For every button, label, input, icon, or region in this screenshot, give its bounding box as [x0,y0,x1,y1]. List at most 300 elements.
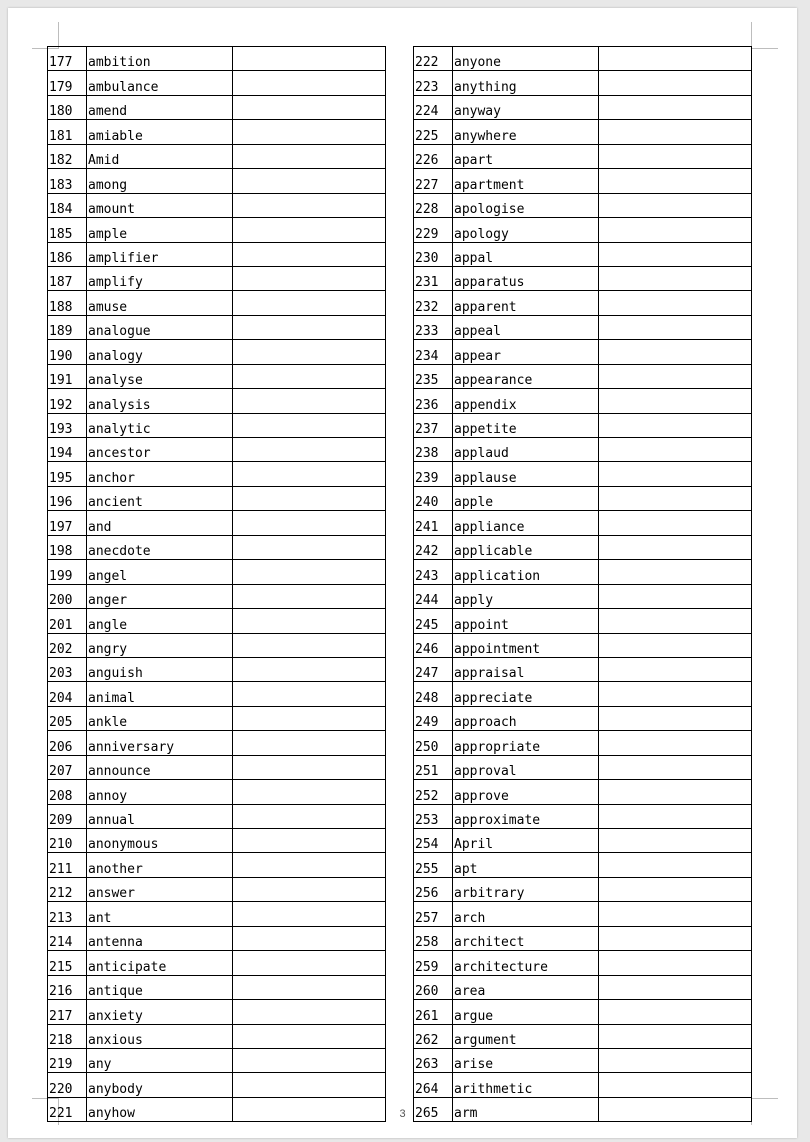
blank-cell[interactable] [233,682,386,706]
row-number[interactable]: 205 [48,706,87,730]
crop-mark-top-left [32,22,59,49]
vocabulary-word[interactable]: analysis [87,389,233,413]
row-number[interactable]: 189 [48,315,87,339]
blank-cell[interactable] [599,462,752,486]
blank-cell[interactable] [599,120,752,144]
row-number[interactable]: 202 [48,633,87,657]
vocabulary-word[interactable]: appliance [453,511,599,535]
blank-cell[interactable] [233,511,386,535]
vocabulary-word[interactable]: anyhow [87,1097,233,1121]
table-row [414,877,752,901]
blank-cell[interactable] [233,584,386,608]
vocabulary-word[interactable]: apply [453,584,599,608]
blank-cell[interactable] [599,1048,752,1072]
vocabulary-word[interactable]: arise [453,1048,599,1072]
table-row [48,633,386,657]
blank-cell[interactable] [233,242,386,266]
table-row [414,584,752,608]
table-row [48,926,386,950]
row-number[interactable]: 232 [414,291,453,315]
table-row [48,609,386,633]
vocabulary-word[interactable]: argument [453,1024,599,1048]
row-number[interactable]: 228 [414,193,453,217]
row-number[interactable]: 229 [414,218,453,242]
row-number[interactable]: 258 [414,926,453,950]
table-row [48,193,386,217]
vocabulary-word[interactable]: architecture [453,951,599,975]
blank-cell[interactable] [233,657,386,681]
row-number[interactable]: 208 [48,780,87,804]
vocabulary-word[interactable]: approval [453,755,599,779]
row-number[interactable]: 177 [48,47,87,71]
vocabulary-word[interactable]: any [87,1048,233,1072]
row-number[interactable]: 236 [414,389,453,413]
blank-cell[interactable] [233,389,386,413]
blank-cell[interactable] [599,340,752,364]
table-row [48,438,386,462]
row-number[interactable]: 219 [48,1048,87,1072]
vocabulary-word[interactable]: apartment [453,169,599,193]
vocabulary-word[interactable]: antenna [87,926,233,950]
blank-cell[interactable] [233,95,386,119]
vocabulary-word[interactable]: anxious [87,1024,233,1048]
blank-cell[interactable] [233,438,386,462]
vocabulary-word[interactable]: ant [87,902,233,926]
vocabulary-word[interactable]: analogue [87,315,233,339]
vocabulary-word[interactable]: analytic [87,413,233,437]
row-number[interactable]: 180 [48,95,87,119]
blank-cell[interactable] [233,535,386,559]
row-number[interactable]: 200 [48,584,87,608]
blank-cell[interactable] [599,438,752,462]
blank-cell[interactable] [599,47,752,71]
row-number[interactable]: 210 [48,829,87,853]
vocabulary-word[interactable]: anticipate [87,951,233,975]
table-row [48,413,386,437]
vocabulary-word[interactable]: amend [87,95,233,119]
blank-cell[interactable] [233,877,386,901]
vocabulary-word[interactable]: approve [453,780,599,804]
row-number[interactable]: 212 [48,877,87,901]
blank-cell[interactable] [599,902,752,926]
row-number[interactable]: 197 [48,511,87,535]
blank-cell[interactable] [599,633,752,657]
row-number[interactable]: 193 [48,413,87,437]
vocabulary-word[interactable]: amount [87,193,233,217]
vocabulary-word[interactable]: ancient [87,486,233,510]
blank-cell[interactable] [599,657,752,681]
vocabulary-word[interactable]: annoy [87,780,233,804]
blank-cell[interactable] [599,266,752,290]
vocabulary-word[interactable]: ambulance [87,71,233,95]
table-row [48,853,386,877]
blank-cell[interactable] [233,1000,386,1024]
blank-cell[interactable] [233,266,386,290]
row-number[interactable]: 243 [414,560,453,584]
blank-cell[interactable] [233,755,386,779]
vocabulary-word[interactable]: annual [87,804,233,828]
vocabulary-word[interactable]: anyone [453,47,599,71]
blank-cell[interactable] [599,413,752,437]
vocabulary-word[interactable]: arithmetic [453,1073,599,1097]
vocabulary-word[interactable]: answer [87,877,233,901]
table-row [414,1048,752,1072]
row-number[interactable]: 252 [414,780,453,804]
row-number[interactable]: 234 [414,340,453,364]
row-number[interactable]: 213 [48,902,87,926]
blank-cell[interactable] [233,218,386,242]
vocabulary-word[interactable]: animal [87,682,233,706]
table-row [48,1073,386,1097]
blank-cell[interactable] [599,706,752,730]
blank-cell[interactable] [599,218,752,242]
row-number[interactable]: 253 [414,804,453,828]
vocabulary-word[interactable]: analogy [87,340,233,364]
vocabulary-word[interactable]: arm [453,1097,599,1121]
vocabulary-word[interactable]: apologise [453,193,599,217]
row-number[interactable]: 214 [48,926,87,950]
row-number[interactable]: 226 [414,144,453,168]
vocabulary-word[interactable]: anguish [87,657,233,681]
vocabulary-word[interactable]: approach [453,706,599,730]
vocabulary-word[interactable]: appeal [453,315,599,339]
vocabulary-word[interactable]: angel [87,560,233,584]
blank-cell[interactable] [599,560,752,584]
blank-cell[interactable] [599,511,752,535]
blank-cell[interactable] [233,975,386,999]
row-number[interactable]: 218 [48,1024,87,1048]
blank-cell[interactable] [599,1073,752,1097]
table-row [48,1000,386,1024]
row-number[interactable]: 221 [48,1097,87,1121]
row-number[interactable]: 231 [414,266,453,290]
row-number[interactable]: 265 [414,1097,453,1121]
vocabulary-word[interactable]: anonymous [87,829,233,853]
blank-cell[interactable] [599,193,752,217]
vocabulary-word[interactable]: anybody [87,1073,233,1097]
row-number[interactable]: 204 [48,682,87,706]
blank-cell[interactable] [599,1000,752,1024]
row-number[interactable]: 233 [414,315,453,339]
row-number[interactable]: 222 [414,47,453,71]
table-row [48,657,386,681]
row-number[interactable]: 196 [48,486,87,510]
row-number[interactable]: 223 [414,71,453,95]
vocabulary-word[interactable]: announce [87,755,233,779]
row-number[interactable]: 182 [48,144,87,168]
row-number[interactable]: 263 [414,1048,453,1072]
table-row [414,755,752,779]
row-number[interactable]: 250 [414,731,453,755]
vocabulary-word[interactable]: ambition [87,47,233,71]
vocabulary-word[interactable]: apparent [453,291,599,315]
vocabulary-word[interactable]: anxiety [87,1000,233,1024]
table-row [48,218,386,242]
vocabulary-word[interactable]: appearance [453,364,599,388]
blank-cell[interactable] [599,291,752,315]
blank-cell[interactable] [599,877,752,901]
row-number[interactable]: 242 [414,535,453,559]
blank-cell[interactable] [599,144,752,168]
vocabulary-word[interactable]: April [453,829,599,853]
table-row [48,511,386,535]
vocabulary-word[interactable]: anniversary [87,731,233,755]
vocabulary-word[interactable]: appetite [453,413,599,437]
blank-cell[interactable] [599,535,752,559]
table-row [48,389,386,413]
table-row [414,1073,752,1097]
blank-cell[interactable] [599,95,752,119]
vocabulary-word[interactable]: apology [453,218,599,242]
blank-cell[interactable] [233,120,386,144]
row-number[interactable]: 201 [48,609,87,633]
blank-cell[interactable] [599,755,752,779]
table-row [414,144,752,168]
row-number[interactable]: 183 [48,169,87,193]
blank-cell[interactable] [233,364,386,388]
row-number[interactable]: 191 [48,364,87,388]
blank-cell[interactable] [233,47,386,71]
vocabulary-word[interactable]: ancestor [87,438,233,462]
vocabulary-word[interactable]: anywhere [453,120,599,144]
vocabulary-word[interactable]: angle [87,609,233,633]
vocabulary-word[interactable]: apparatus [453,266,599,290]
vocabulary-word[interactable]: appraisal [453,657,599,681]
blank-cell[interactable] [599,926,752,950]
blank-cell[interactable] [233,829,386,853]
vocabulary-word[interactable]: architect [453,926,599,950]
vocabulary-word[interactable]: approximate [453,804,599,828]
row-number[interactable]: 194 [48,438,87,462]
blank-cell[interactable] [233,853,386,877]
row-number[interactable]: 184 [48,193,87,217]
blank-cell[interactable] [599,364,752,388]
vocabulary-word[interactable]: analyse [87,364,233,388]
vocabulary-word[interactable]: appreciate [453,682,599,706]
row-number[interactable]: 209 [48,804,87,828]
vocabulary-word[interactable]: applicable [453,535,599,559]
blank-cell[interactable] [599,486,752,510]
blank-cell[interactable] [233,609,386,633]
vocabulary-word[interactable]: arbitrary [453,877,599,901]
row-number[interactable]: 238 [414,438,453,462]
row-number[interactable]: 217 [48,1000,87,1024]
blank-cell[interactable] [233,902,386,926]
vocabulary-word[interactable]: appropriate [453,731,599,755]
vocabulary-word[interactable]: Amid [87,144,233,168]
blank-cell[interactable] [599,780,752,804]
blank-cell[interactable] [233,315,386,339]
blank-cell[interactable] [599,951,752,975]
blank-cell[interactable] [233,169,386,193]
row-number[interactable]: 237 [414,413,453,437]
vocabulary-word[interactable]: appoint [453,609,599,633]
word-table-right [413,46,752,1122]
row-number[interactable]: 211 [48,853,87,877]
vocabulary-word[interactable]: amuse [87,291,233,315]
vocabulary-word[interactable]: anger [87,584,233,608]
vocabulary-word[interactable]: anecdote [87,535,233,559]
row-number[interactable]: 245 [414,609,453,633]
blank-cell[interactable] [233,1024,386,1048]
vocabulary-word[interactable]: angry [87,633,233,657]
blank-cell[interactable] [599,169,752,193]
vocabulary-word[interactable]: appointment [453,633,599,657]
blank-cell[interactable] [233,804,386,828]
row-number[interactable]: 241 [414,511,453,535]
vocabulary-word[interactable]: anything [453,71,599,95]
row-number[interactable]: 203 [48,657,87,681]
row-number[interactable]: 224 [414,95,453,119]
row-number[interactable]: 206 [48,731,87,755]
blank-cell[interactable] [599,584,752,608]
table-row [414,511,752,535]
row-number[interactable]: 254 [414,829,453,853]
table-row [414,413,752,437]
vocabulary-word[interactable]: another [87,853,233,877]
blank-cell[interactable] [233,144,386,168]
table-row [414,486,752,510]
row-number[interactable]: 261 [414,1000,453,1024]
row-number[interactable]: 259 [414,951,453,975]
vocabulary-word[interactable]: argue [453,1000,599,1024]
table-row [48,951,386,975]
row-number[interactable]: 190 [48,340,87,364]
row-number[interactable]: 187 [48,266,87,290]
row-number[interactable]: 256 [414,877,453,901]
table-row [414,975,752,999]
table-row [414,95,752,119]
vocabulary-word[interactable]: anchor [87,462,233,486]
row-number[interactable]: 251 [414,755,453,779]
blank-cell[interactable] [599,975,752,999]
blank-cell[interactable] [233,706,386,730]
row-number[interactable]: 260 [414,975,453,999]
row-number[interactable]: 230 [414,242,453,266]
vocabulary-word[interactable]: area [453,975,599,999]
document-page [8,8,797,1138]
blank-cell[interactable] [599,731,752,755]
blank-cell[interactable] [233,1048,386,1072]
row-number[interactable]: 179 [48,71,87,95]
vocabulary-word[interactable]: antique [87,975,233,999]
blank-cell[interactable] [233,560,386,584]
table-row [414,266,752,290]
blank-cell[interactable] [599,829,752,853]
vocabulary-word[interactable]: applaud [453,438,599,462]
blank-cell[interactable] [233,731,386,755]
row-number[interactable]: 264 [414,1073,453,1097]
vocabulary-word[interactable]: ample [87,218,233,242]
vocabulary-word[interactable]: appal [453,242,599,266]
row-number[interactable]: 216 [48,975,87,999]
blank-cell[interactable] [599,804,752,828]
row-number[interactable]: 239 [414,462,453,486]
row-number[interactable]: 240 [414,486,453,510]
table-row [414,706,752,730]
vocabulary-word[interactable]: ankle [87,706,233,730]
table-row [414,682,752,706]
blank-cell[interactable] [599,1024,752,1048]
crop-mark-top-right [751,22,778,49]
vocabulary-word[interactable]: amiable [87,120,233,144]
vocabulary-word[interactable]: apart [453,144,599,168]
row-number[interactable]: 188 [48,291,87,315]
row-number[interactable]: 262 [414,1024,453,1048]
row-number[interactable]: 185 [48,218,87,242]
table-row [48,780,386,804]
blank-cell[interactable] [233,462,386,486]
blank-cell[interactable] [233,1073,386,1097]
row-number[interactable]: 246 [414,633,453,657]
vocabulary-word[interactable]: and [87,511,233,535]
blank-cell[interactable] [233,633,386,657]
vocabulary-word[interactable]: anyway [453,95,599,119]
row-number[interactable]: 192 [48,389,87,413]
blank-cell[interactable] [599,609,752,633]
blank-cell[interactable] [233,780,386,804]
row-number[interactable]: 247 [414,657,453,681]
table-row [414,340,752,364]
table-row [414,560,752,584]
table-row [48,706,386,730]
blank-cell[interactable] [599,71,752,95]
vocabulary-word[interactable]: among [87,169,233,193]
row-number[interactable]: 227 [414,169,453,193]
row-number[interactable]: 195 [48,462,87,486]
row-number[interactable]: 215 [48,951,87,975]
row-number[interactable]: 244 [414,584,453,608]
row-number[interactable]: 225 [414,120,453,144]
row-number[interactable]: 181 [48,120,87,144]
vocabulary-word[interactable]: amplifier [87,242,233,266]
table-row [48,755,386,779]
blank-cell[interactable] [233,951,386,975]
vocabulary-word[interactable]: application [453,560,599,584]
blank-cell[interactable] [233,926,386,950]
row-number[interactable]: 220 [48,1073,87,1097]
blank-cell[interactable] [233,340,386,364]
row-number[interactable]: 257 [414,902,453,926]
vocabulary-word[interactable]: arch [453,902,599,926]
vocabulary-word[interactable]: amplify [87,266,233,290]
row-number[interactable]: 199 [48,560,87,584]
blank-cell[interactable] [233,486,386,510]
vocabulary-word[interactable]: apple [453,486,599,510]
vocabulary-word[interactable]: apt [453,853,599,877]
table-row [414,193,752,217]
blank-cell[interactable] [599,315,752,339]
vocabulary-word[interactable]: applause [453,462,599,486]
blank-cell[interactable] [599,242,752,266]
row-number[interactable]: 249 [414,706,453,730]
row-number[interactable]: 207 [48,755,87,779]
blank-cell[interactable] [233,71,386,95]
blank-cell[interactable] [233,291,386,315]
blank-cell[interactable] [599,853,752,877]
row-number[interactable]: 248 [414,682,453,706]
row-number[interactable]: 255 [414,853,453,877]
blank-cell[interactable] [599,682,752,706]
row-number[interactable]: 198 [48,535,87,559]
blank-cell[interactable] [599,389,752,413]
row-number[interactable]: 186 [48,242,87,266]
blank-cell[interactable] [233,413,386,437]
vocabulary-word[interactable]: appear [453,340,599,364]
vocabulary-word[interactable]: appendix [453,389,599,413]
row-number[interactable]: 235 [414,364,453,388]
blank-cell[interactable] [233,193,386,217]
